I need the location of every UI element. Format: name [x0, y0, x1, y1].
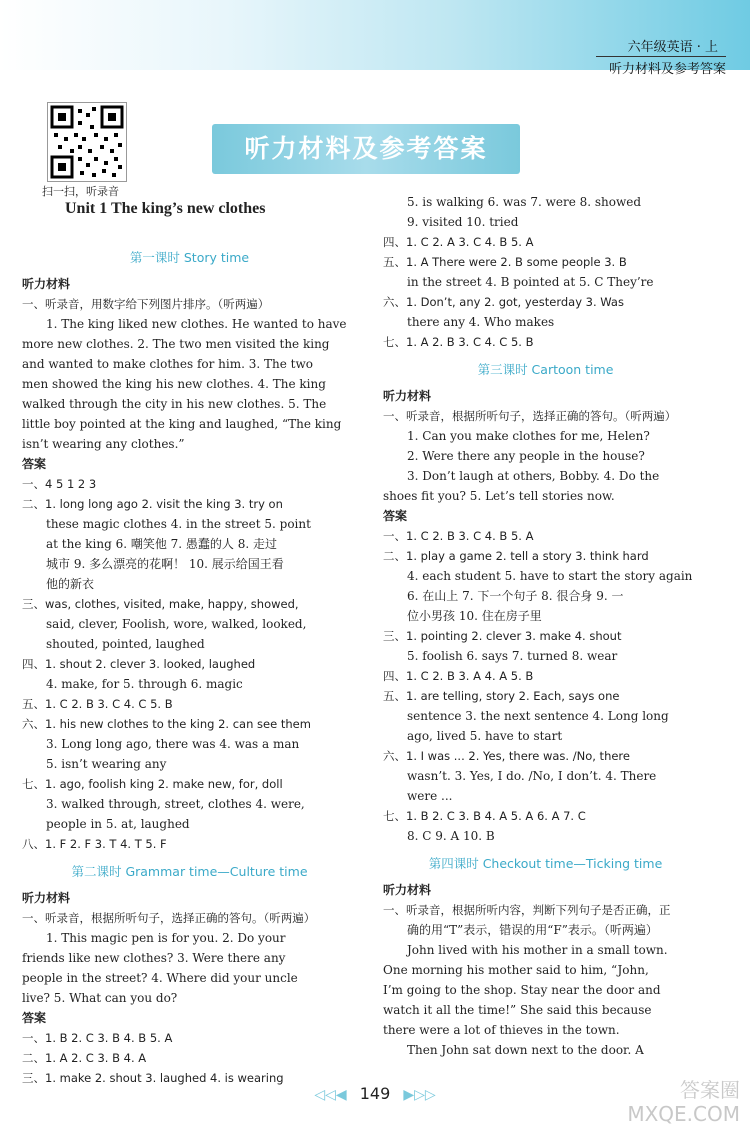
text-line: more new clothes. 2. The two men visited the king — [22, 337, 330, 351]
text-line: 七、1. A 2. B 3. C 4. C 5. B — [383, 335, 534, 349]
text-line: 四、1. C 2. A 3. C 4. B 5. A — [383, 235, 534, 249]
unit-title: Unit 1 The king’s new clothes — [65, 200, 266, 217]
text-line: people in the street? 4. Where did your uncle — [22, 971, 298, 985]
text-line: 一、听录音，用数字给下列图片排序。（听两遍） — [22, 297, 270, 311]
text-line: 三、was, clothes, visited, make, happy, showed, — [22, 597, 299, 611]
text-line: in the street 4. B pointed at 5. C They’re — [407, 275, 654, 289]
text-line: 5. isn’t wearing any — [46, 757, 167, 771]
section-heading: 答案 — [22, 457, 47, 471]
text-line: men showed the king his new clothes. 4. The king — [22, 377, 326, 391]
text-line: were ... — [407, 789, 453, 803]
text-line: 一、4 5 1 2 3 — [22, 477, 97, 491]
text-line: 七、1. ago, foolish king 2. make new, for, doll — [22, 777, 283, 791]
text-line: 八、1. F 2. F 3. T 4. T 5. F — [22, 837, 167, 851]
text-line: 一、1. C 2. B 3. C 4. B 5. A — [383, 529, 534, 543]
qr-code-icon[interactable] — [47, 102, 127, 182]
text-line: 七、1. B 2. C 3. B 4. A 5. A 6. A 7. C — [383, 809, 586, 823]
text-line: 确的用“T”表示，错误的用“F”表示。（听两遍） — [407, 923, 658, 937]
text-line: 3. walked through, street, clothes 4. were, — [46, 797, 305, 811]
header-divider — [596, 56, 726, 57]
text-line: said, clever, Foolish, wore, walked, looked, — [46, 617, 307, 631]
header-section: 听力材料及参考答案 — [608, 62, 726, 77]
text-line: 2. Were there any people in the house? — [407, 449, 645, 463]
section-heading: 听力材料 — [22, 891, 71, 905]
text-line: 5. foolish 6. says 7. turned 8. wear — [407, 649, 618, 663]
text-line: 三、1. pointing 2. clever 3. make 4. shout — [383, 629, 622, 643]
text-line: 城市 9. 多么漂亮的花啊！ 10. 展示给国王看 — [46, 557, 284, 571]
text-line: people in 5. at, laughed — [46, 817, 190, 831]
text-line: 1. This magic pen is for you. 2. Do your — [46, 931, 286, 945]
text-line: 一、1. B 2. C 3. B 4. B 5. A — [22, 1031, 173, 1045]
text-line: 4. each student 5. have to start the story again — [407, 569, 693, 583]
watermark-logo: 答案圈 MXQE.COM — [627, 1078, 740, 1126]
text-line: 二、1. long long ago 2. visit the king 3. try on — [22, 497, 283, 511]
right-column — [383, 192, 708, 1060]
left-arrows-icon: ◁◁◀ — [314, 1087, 347, 1103]
lesson-heading: 第三课时 Cartoon time — [477, 362, 614, 377]
text-line: 3. Long long ago, there was 4. was a man — [46, 737, 300, 751]
text-line: Then John sat down next to the door. A — [407, 1043, 644, 1057]
header-grade: 六年级英语 · 上 — [627, 40, 718, 55]
section-heading: 答案 — [22, 1011, 47, 1025]
text-line: 他的新衣 — [46, 577, 95, 591]
text-line: 一、听录音，根据所听句子，选择正确的答句。（听两遍） — [383, 409, 677, 423]
text-line: watch it all the time!” She said this because — [383, 1003, 652, 1017]
text-line: walked through the city in his new clothes. 5. The — [22, 397, 327, 411]
text-line: 四、1. shout 2. clever 3. looked, laughed — [22, 657, 256, 671]
page-banner: 听力材料及参考答案 — [212, 124, 520, 174]
text-line: 五、1. A There were 2. B some people 3. B — [383, 255, 627, 269]
section-heading: 听力材料 — [383, 883, 432, 897]
text-line: 8. C 9. A 10. B — [407, 829, 495, 843]
text-line: shouted, pointed, laughed — [46, 637, 205, 651]
text-line: 二、1. A 2. C 3. B 4. A — [22, 1051, 147, 1065]
text-line: 3. Don’t laugh at others, Bobby. 4. Do the — [407, 469, 660, 483]
text-line: ago, lived 5. have to start — [407, 729, 563, 743]
lesson-heading: 第一课时 Story time — [129, 250, 250, 265]
text-line: live? 5. What can you do? — [22, 991, 178, 1005]
text-line: little boy pointed at the king and laughed, “The king — [22, 417, 342, 431]
text-line: there any 4. Who makes — [407, 315, 555, 329]
text-line: 二、1. play a game 2. tell a story 3. think hard — [383, 549, 649, 563]
text-line: wasn’t. 3. Yes, I do. /No, I don’t. 4. There — [407, 769, 657, 783]
text-line: 4. make, for 5. through 6. magic — [46, 677, 243, 691]
text-line: 五、1. are telling, story 2. Each, says one — [383, 689, 620, 703]
section-heading: 答案 — [383, 509, 408, 523]
text-line: 三、1. make 2. shout 3. laughed 4. is wearing — [22, 1071, 284, 1085]
text-line: 六、1. Don’t, any 2. got, yesterday 3. Was — [383, 295, 624, 309]
text-line: 5. is walking 6. was 7. were 8. showed — [407, 195, 642, 209]
lesson-heading: 第四课时 Checkout time—Ticking time — [428, 856, 663, 871]
text-line: John lived with his mother in a small town. — [407, 943, 668, 957]
text-line: 1. The king liked new clothes. He wanted to have — [46, 317, 347, 331]
text-line: 6. 在山上 7. 下一个句子 8. 很合身 9. 一 — [407, 589, 624, 603]
text-line: isn’t wearing any clothes.” — [22, 437, 185, 451]
text-line: 9. visited 10. tried — [407, 215, 519, 229]
section-heading: 听力材料 — [22, 277, 71, 291]
text-line: 四、1. C 2. B 3. A 4. A 5. B — [383, 669, 534, 683]
left-column — [22, 240, 357, 1088]
text-line: 六、1. his new clothes to the king 2. can see them — [22, 717, 311, 731]
text-line: 一、听录音，根据所听内容，判断下列句子是否正确，正 — [383, 903, 671, 917]
text-line: One morning his mother said to him, “John, — [383, 963, 649, 977]
text-line: I’m going to the shop. Stay near the door and — [383, 983, 661, 997]
section-heading: 听力材料 — [383, 389, 432, 403]
right-arrows-icon: ▶▷▷ — [403, 1087, 436, 1103]
text-line: 位小男孩 10. 住在房子里 — [407, 609, 542, 623]
qr-label: 扫一扫，听录音 — [42, 185, 119, 198]
text-line: 1. Can you make clothes for me, Helen? — [407, 429, 650, 443]
text-line: 一、听录音，根据所听句子，选择正确的答句。（听两遍） — [22, 911, 316, 925]
text-line: 五、1. C 2. B 3. C 4. C 5. B — [22, 697, 173, 711]
lesson-heading: 第二课时 Grammar time—Culture time — [71, 864, 308, 879]
text-line: at the king 6. 嘲笑他 7. 愚蠢的人 8. 走过 — [46, 537, 278, 551]
text-line: these magic clothes 4. in the street 5. point — [46, 517, 311, 531]
text-line: shoes fit you? 5. Let’s tell stories now. — [383, 489, 615, 503]
page-number: 149 — [359, 1084, 391, 1103]
text-line: and wanted to make clothes for him. 3. The two — [22, 357, 313, 371]
text-line: there were a lot of thieves in the town. — [383, 1023, 620, 1037]
text-line: friends like new clothes? 3. Were there any — [22, 951, 286, 965]
text-line: 六、1. I was ... 2. Yes, there was. /No, there — [383, 749, 630, 763]
text-line: sentence 3. the next sentence 4. Long long — [407, 709, 669, 723]
